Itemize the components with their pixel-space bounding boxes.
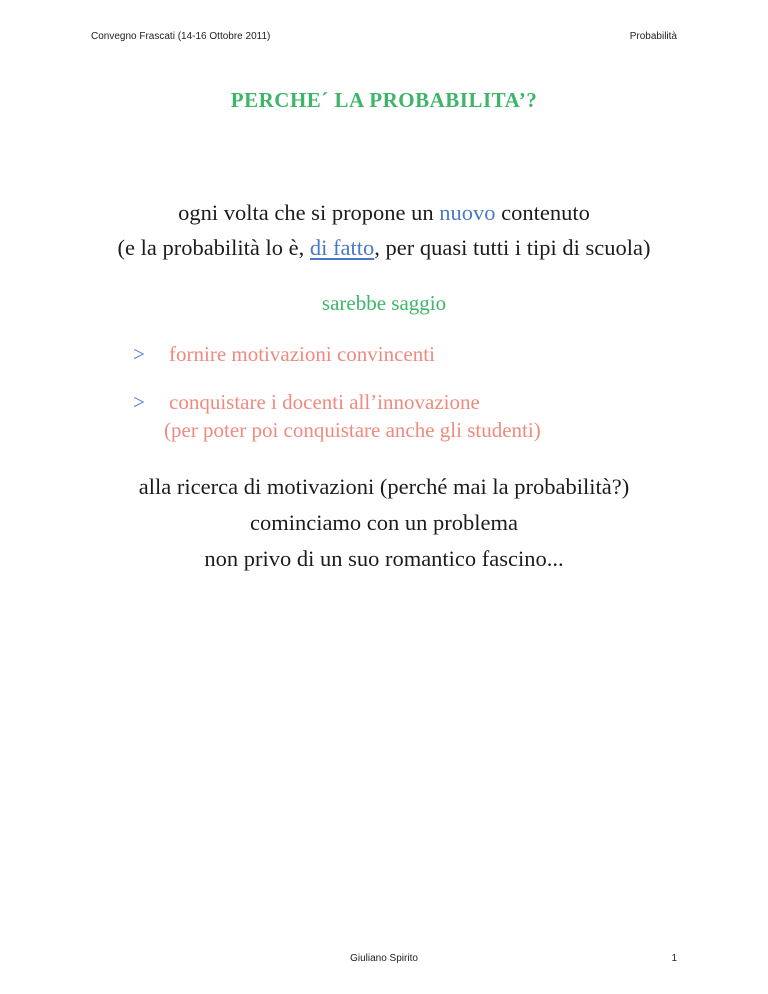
bullet-marker-2: >: [133, 390, 145, 414]
closing-line-3: non privo di un suo romantico fascino...: [204, 546, 564, 571]
bullet-item-2-subtext: (per poter poi conquistare anche gli studenti): [164, 418, 541, 442]
intro-line-2: [0, 235, 768, 261]
footer-page-number: 1: [671, 953, 677, 964]
bullet-text-1: fornire motivazioni convincenti: [169, 342, 435, 366]
footer-author: Giuliano Spirito: [350, 953, 418, 964]
bullet-text-2: conquistare i docenti all’innovazione: [169, 390, 480, 414]
bullet-marker-1: >: [133, 342, 145, 366]
closing-line-1: alla ricerca di motivazioni (perché mai la probabilità?): [138, 474, 630, 499]
intro-line-2-end: , per quasi tutti i tipi di scuola): [374, 235, 651, 260]
header-event: Convegno Frascati (14-16 Ottobre 2011): [91, 31, 271, 42]
highlight-di-fatto: di fatto: [309, 235, 375, 260]
intro-line-2-start: (e la probabilità lo è,: [117, 235, 310, 260]
closing-line-2: cominciamo con un problema: [249, 510, 519, 535]
subheading: sarebbe saggio: [321, 291, 447, 315]
highlight-nuovo: nuovo: [439, 200, 496, 225]
bullet-item-2: [133, 390, 480, 415]
page-title: PERCHE´ LA PROBABILITA’?: [230, 88, 538, 112]
intro-line-1: [0, 200, 768, 226]
bullet-item-1: [133, 342, 435, 367]
intro-line-1-start: ogni volta che si propone un: [178, 200, 440, 225]
header-topic: Probabilità: [629, 31, 677, 42]
intro-line-1-end: contenuto: [495, 200, 590, 225]
